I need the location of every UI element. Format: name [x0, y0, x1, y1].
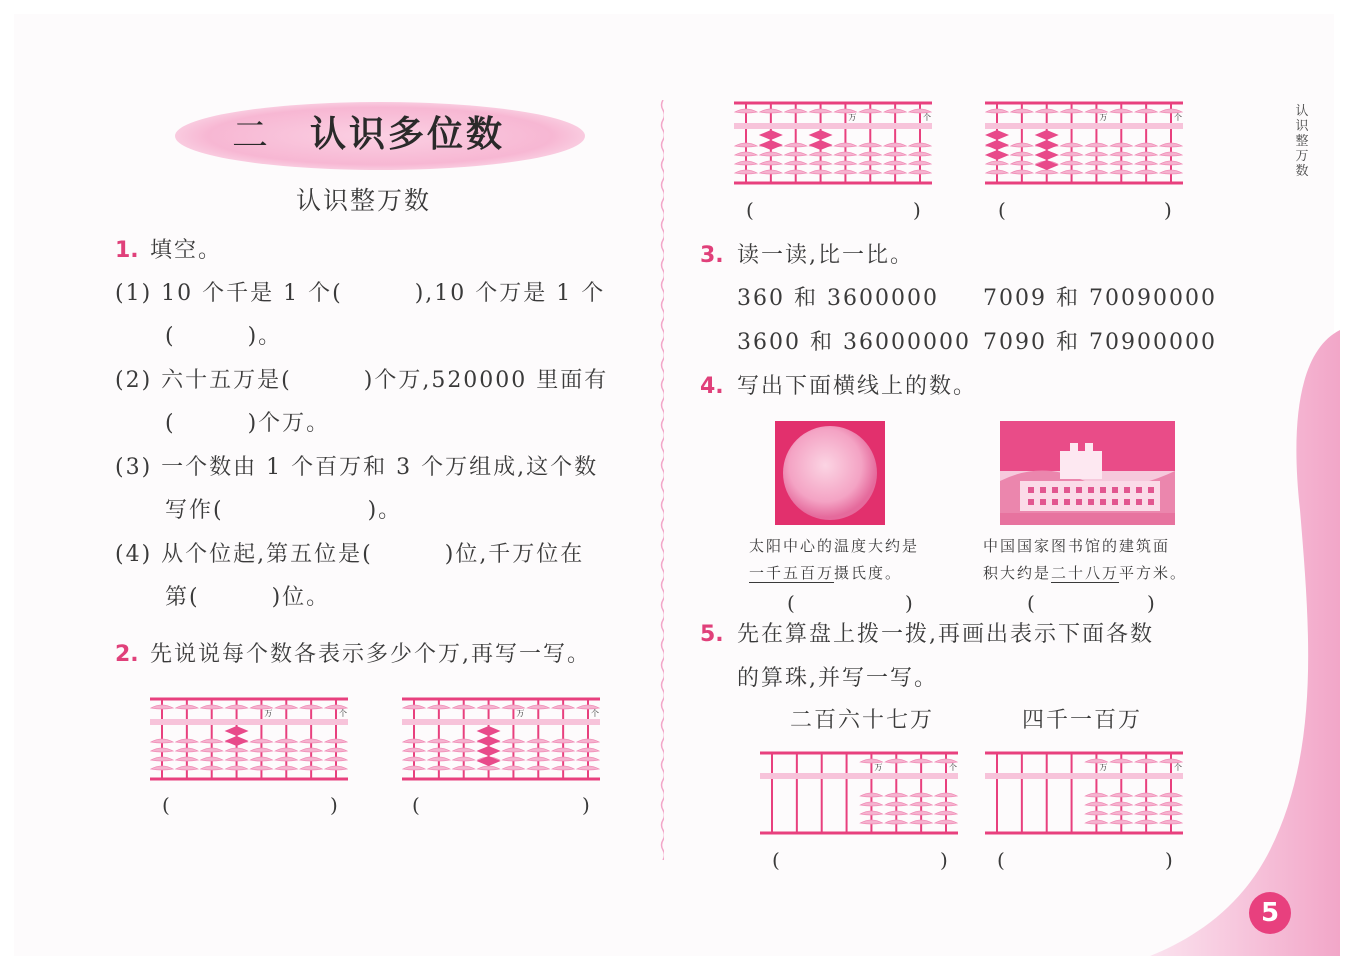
- q5-line-2: 的算珠,并写一写。: [737, 666, 938, 691]
- abacus-bead: [809, 130, 833, 140]
- bead-outline: [325, 766, 347, 770]
- abacus-svg: [150, 696, 348, 782]
- bead-outline: [151, 739, 173, 743]
- answer-paren-right: ): [330, 793, 338, 817]
- bead-outline: [935, 820, 957, 824]
- abacus-bead: [1035, 160, 1059, 170]
- bead-outline: [453, 705, 475, 709]
- q3-pair-1: 360 和 3600000: [737, 286, 939, 311]
- bead-outline: [860, 793, 882, 797]
- bead-outline: [909, 170, 931, 174]
- bead-outline: [860, 811, 882, 815]
- answer-paren-left: (: [1027, 591, 1037, 615]
- bead-outline: [502, 739, 524, 743]
- bead-outline: [527, 757, 549, 761]
- bead-outline: [453, 739, 475, 743]
- chapter-title: 认识多位数: [310, 113, 506, 155]
- bead-outline: [1135, 759, 1157, 763]
- bead-outline: [577, 766, 599, 770]
- bead-outline: [176, 739, 198, 743]
- q5-line-1: 先在算盘上拨一拨,再画出表示下面各数: [737, 622, 1154, 647]
- bead-outline: [1036, 170, 1058, 174]
- bead-outline: [275, 748, 297, 752]
- bead-outline: [1135, 161, 1157, 165]
- bead-outline: [250, 739, 272, 743]
- q3-title: 读一读,比一比。: [737, 243, 914, 268]
- abacus-svg: [985, 750, 1183, 836]
- abacus-label-ge: 个: [591, 709, 599, 718]
- q4-number: 4.: [700, 374, 724, 399]
- abacus-q5-1: [760, 750, 958, 840]
- abacus-bead: [1035, 130, 1059, 140]
- bead-outline: [834, 161, 856, 165]
- chapter-number: 二: [232, 115, 271, 156]
- bead-outline: [834, 143, 856, 147]
- bead-outline: [201, 757, 223, 761]
- bead-outline: [527, 766, 549, 770]
- q1-line-2: ( )。: [165, 324, 283, 349]
- bead-outline: [1085, 793, 1107, 797]
- bead-outline: [909, 143, 931, 147]
- bead-outline: [325, 748, 347, 752]
- abacus-label-ge: 个: [949, 763, 957, 772]
- bead-outline: [885, 802, 907, 806]
- bead-outline: [325, 757, 347, 761]
- library-caption-line-2: [983, 566, 1187, 581]
- bead-outline: [1110, 170, 1132, 174]
- answer-paren-right: ): [940, 848, 948, 872]
- answer-paren-left: (: [997, 848, 1005, 872]
- bead-outline: [910, 759, 932, 763]
- bead-outline: [909, 152, 931, 156]
- q5-label-1: 二百六十七万: [790, 708, 935, 733]
- q1-line-3: (2) 六十五万是( )个万,520000 里面有: [115, 368, 609, 393]
- bead-outline: [885, 811, 907, 815]
- abacus-bead: [985, 150, 1009, 160]
- bead-outline: [226, 766, 248, 770]
- abacus-bead: [759, 140, 783, 150]
- bead-outline: [428, 748, 450, 752]
- bead-outline: [1135, 811, 1157, 815]
- bead-outline: [859, 170, 881, 174]
- bead-outline: [910, 802, 932, 806]
- bead-outline: [884, 170, 906, 174]
- bead-outline: [527, 705, 549, 709]
- bead-outline: [428, 739, 450, 743]
- bead-outline: [176, 705, 198, 709]
- bead-outline: [935, 802, 957, 806]
- abacus-bead: [477, 756, 501, 766]
- abacus-label-wan: 万: [1099, 763, 1108, 772]
- abacus-beam: [150, 719, 348, 725]
- bead-outline: [1011, 109, 1033, 113]
- bead-outline: [986, 170, 1008, 174]
- bead-outline: [1085, 170, 1107, 174]
- bead-outline: [151, 766, 173, 770]
- bead-outline: [1110, 793, 1132, 797]
- bead-outline: [1160, 793, 1182, 797]
- abacus-beam: [402, 719, 600, 725]
- bead-outline: [1110, 152, 1132, 156]
- bead-outline: [1135, 802, 1157, 806]
- bead-outline: [834, 170, 856, 174]
- bead-outline: [552, 705, 574, 709]
- bead-outline: [502, 757, 524, 761]
- abacus-bead: [759, 130, 783, 140]
- bead-outline: [1011, 152, 1033, 156]
- bead-outline: [275, 705, 297, 709]
- bead-outline: [201, 766, 223, 770]
- sidebar-char: 认: [1295, 104, 1309, 119]
- library-caption-line-1: 中国国家图书馆的建筑面: [983, 537, 1171, 555]
- abacus-beam: [985, 123, 1183, 129]
- bead-outline: [300, 739, 322, 743]
- bead-outline: [909, 161, 931, 165]
- bead-outline: [176, 748, 198, 752]
- bead-outline: [577, 739, 599, 743]
- bead-outline: [552, 739, 574, 743]
- answer-paren-left: (: [746, 198, 754, 222]
- bead-outline: [1135, 143, 1157, 147]
- page-divider: [660, 100, 664, 860]
- q1-line-6: 写作( )。: [165, 498, 403, 523]
- abacus-svg: [760, 750, 958, 836]
- bead-outline: [910, 793, 932, 797]
- bead-outline: [986, 109, 1008, 113]
- bead-outline: [226, 705, 248, 709]
- bead-outline: [859, 109, 881, 113]
- page-number: 5: [1260, 898, 1280, 928]
- abacus-beam: [734, 123, 932, 129]
- answer-paren-right: ): [582, 793, 590, 817]
- bead-outline: [935, 811, 957, 815]
- bead-outline: [760, 161, 782, 165]
- bead-outline: [428, 757, 450, 761]
- abacus-label-wan: 万: [874, 763, 883, 772]
- abacus-top-2: [985, 100, 1183, 190]
- bead-outline: [810, 109, 832, 113]
- bead-outline: [885, 820, 907, 824]
- bead-outline: [1160, 802, 1182, 806]
- abacus-top-1: [734, 100, 932, 190]
- bead-outline: [151, 748, 173, 752]
- abacus-bead: [477, 726, 501, 736]
- bead-outline: [735, 143, 757, 147]
- abacus-bead: [477, 746, 501, 756]
- sidebar-section-label: [1292, 104, 1312, 179]
- bead-outline: [884, 161, 906, 165]
- bead-outline: [453, 766, 475, 770]
- bead-outline: [859, 143, 881, 147]
- bead-outline: [1160, 820, 1182, 824]
- bead-outline: [1110, 143, 1132, 147]
- q3-pair-3: 3600 和 36000000: [737, 330, 971, 355]
- bead-outline: [735, 152, 757, 156]
- abacus-svg: [734, 100, 932, 186]
- bead-outline: [860, 802, 882, 806]
- bead-outline: [1160, 161, 1182, 165]
- bead-outline: [577, 748, 599, 752]
- abacus-svg: [985, 100, 1183, 186]
- q1-line-4: ( )个万。: [165, 411, 331, 436]
- bead-outline: [1110, 802, 1132, 806]
- bead-outline: [275, 766, 297, 770]
- bead-outline: [300, 705, 322, 709]
- bead-outline: [250, 748, 272, 752]
- abacus-label-ge: 个: [923, 113, 931, 122]
- bead-outline: [453, 748, 475, 752]
- sidebar-char: 识: [1295, 119, 1309, 134]
- bead-outline: [1061, 109, 1083, 113]
- bead-outline: [884, 152, 906, 156]
- bead-outline: [735, 109, 757, 113]
- abacus-bead: [1035, 150, 1059, 160]
- abacus-bead: [225, 726, 249, 736]
- bead-outline: [403, 705, 425, 709]
- bead-outline: [1085, 161, 1107, 165]
- q1-title: 填空。: [150, 238, 223, 263]
- bead-outline: [552, 766, 574, 770]
- bead-outline: [1160, 152, 1182, 156]
- answer-paren-right: ): [913, 198, 921, 222]
- bead-outline: [884, 143, 906, 147]
- bead-outline: [760, 109, 782, 113]
- bead-outline: [1061, 170, 1083, 174]
- bead-outline: [403, 766, 425, 770]
- bead-outline: [735, 170, 757, 174]
- bead-outline: [1036, 109, 1058, 113]
- bead-outline: [1085, 820, 1107, 824]
- bead-outline: [300, 748, 322, 752]
- answer-paren-right: ): [905, 591, 915, 615]
- bead-outline: [201, 748, 223, 752]
- bead-outline: [527, 739, 549, 743]
- bead-outline: [176, 757, 198, 761]
- bead-outline: [428, 766, 450, 770]
- sidebar-char: 数: [1295, 164, 1309, 179]
- sun-caption-line-1: 太阳中心的温度大约是: [749, 537, 920, 555]
- bead-outline: [1135, 170, 1157, 174]
- bead-outline: [403, 757, 425, 761]
- abacus-q2-1: [150, 696, 348, 786]
- bead-outline: [1135, 109, 1157, 113]
- q1-line-7: (4) 从个位起,第五位是( )位,千万位在: [115, 542, 585, 567]
- bead-outline: [760, 170, 782, 174]
- library-caption-unit: 平方米。: [1119, 564, 1188, 582]
- bead-outline: [325, 739, 347, 743]
- bead-outline: [810, 161, 832, 165]
- bead-outline: [201, 739, 223, 743]
- bead-outline: [552, 748, 574, 752]
- q2-number: 2.: [115, 642, 139, 667]
- answer-paren-right: ): [1164, 198, 1172, 222]
- bead-outline: [859, 152, 881, 156]
- bead-outline: [986, 161, 1008, 165]
- section-title: 认识整万数: [296, 186, 432, 215]
- abacus-beam: [985, 773, 1183, 779]
- bead-outline: [859, 161, 881, 165]
- bead-outline: [1110, 109, 1132, 113]
- bead-outline: [502, 748, 524, 752]
- bead-outline: [201, 705, 223, 709]
- library-caption-prefix: 积大约是: [983, 564, 1052, 582]
- sun-caption-line-2: [749, 566, 902, 581]
- q1-line-1: (1) 10 个千是 1 个( ),10 个万是 1 个: [115, 281, 606, 306]
- abacus-label-ge: 个: [339, 709, 347, 718]
- abacus-bead: [225, 736, 249, 746]
- q1-number: 1.: [115, 238, 139, 263]
- bead-outline: [527, 748, 549, 752]
- bead-outline: [428, 705, 450, 709]
- answer-paren-right: ): [1147, 591, 1157, 615]
- q1-line-8: 第( )位。: [165, 585, 331, 610]
- bead-outline: [1135, 152, 1157, 156]
- bead-outline: [176, 766, 198, 770]
- bead-outline: [785, 170, 807, 174]
- bead-outline: [1011, 161, 1033, 165]
- abacus-svg: [402, 696, 600, 782]
- bead-outline: [1160, 811, 1182, 815]
- abacus-q5-2: [985, 750, 1183, 840]
- sun-photo: [775, 421, 885, 525]
- bead-outline: [275, 757, 297, 761]
- bead-outline: [1110, 811, 1132, 815]
- bead-outline: [1160, 143, 1182, 147]
- abacus-label-ge: 个: [1174, 763, 1182, 772]
- q3-pair-2: 7009 和 70090000: [983, 286, 1217, 311]
- bead-outline: [1061, 161, 1083, 165]
- bead-outline: [453, 757, 475, 761]
- bead-outline: [935, 793, 957, 797]
- library-underlined-number: 二十八万: [1051, 564, 1120, 582]
- abacus-label-wan: 万: [1099, 113, 1108, 122]
- q5-label-2: 四千一百万: [1022, 708, 1143, 733]
- q4-title: 写出下面横线上的数。: [737, 374, 978, 399]
- bead-outline: [577, 757, 599, 761]
- bead-outline: [885, 793, 907, 797]
- bead-outline: [1135, 820, 1157, 824]
- bead-outline: [834, 152, 856, 156]
- bead-outline: [785, 143, 807, 147]
- answer-paren-left: (: [787, 591, 797, 615]
- bead-outline: [1085, 802, 1107, 806]
- bead-outline: [300, 757, 322, 761]
- bead-outline: [226, 748, 248, 752]
- q2-title: 先说说每个数各表示多少个万,再写一写。: [150, 642, 591, 667]
- bead-outline: [403, 748, 425, 752]
- bead-outline: [1061, 152, 1083, 156]
- abacus-label-wan: 万: [848, 113, 857, 122]
- bead-outline: [1011, 143, 1033, 147]
- bead-outline: [226, 757, 248, 761]
- q1-line-5: (3) 一个数由 1 个百万和 3 个万组成,这个数: [115, 455, 599, 480]
- q3-number: 3.: [700, 243, 724, 268]
- abacus-beam: [760, 773, 958, 779]
- bead-outline: [403, 739, 425, 743]
- bead-outline: [250, 766, 272, 770]
- abacus-bead: [985, 130, 1009, 140]
- sun-caption-unit: 摄氏度。: [834, 564, 903, 582]
- bead-outline: [785, 161, 807, 165]
- bead-outline: [1011, 170, 1033, 174]
- bead-outline: [1085, 152, 1107, 156]
- bead-outline: [810, 170, 832, 174]
- library-photo: [1000, 421, 1175, 525]
- abacus-bead: [1035, 140, 1059, 150]
- bead-outline: [1085, 143, 1107, 147]
- bead-outline: [760, 152, 782, 156]
- bead-outline: [885, 759, 907, 763]
- bead-outline: [478, 705, 500, 709]
- sidebar-char: 万: [1295, 149, 1309, 164]
- bead-outline: [785, 152, 807, 156]
- bead-outline: [910, 811, 932, 815]
- q3-pair-4: 7090 和 70900000: [983, 330, 1217, 355]
- abacus-bead: [809, 140, 833, 150]
- bead-outline: [1160, 170, 1182, 174]
- bead-outline: [552, 757, 574, 761]
- sun-underlined-number: 一千五百万: [749, 564, 835, 582]
- pink-wave-decoration: [1150, 330, 1340, 960]
- answer-paren-left: (: [162, 793, 170, 817]
- abacus-bead: [477, 736, 501, 746]
- bead-outline: [1110, 759, 1132, 763]
- bead-outline: [1110, 820, 1132, 824]
- bead-outline: [151, 705, 173, 709]
- bead-outline: [502, 766, 524, 770]
- bead-outline: [1085, 811, 1107, 815]
- bead-outline: [478, 766, 500, 770]
- abacus-q2-2: [402, 696, 600, 786]
- answer-paren-right: ): [1165, 848, 1173, 872]
- bead-outline: [735, 161, 757, 165]
- abacus-label-wan: 万: [264, 709, 273, 718]
- answer-paren-left: (: [998, 198, 1006, 222]
- abacus-label-ge: 个: [1174, 113, 1182, 122]
- page-number-badge: [1249, 892, 1291, 934]
- bead-outline: [860, 820, 882, 824]
- bead-outline: [151, 757, 173, 761]
- q5-number: 5.: [700, 622, 724, 647]
- bead-outline: [1135, 793, 1157, 797]
- abacus-label-wan: 万: [516, 709, 525, 718]
- bead-outline: [300, 766, 322, 770]
- abacus-bead: [985, 140, 1009, 150]
- answer-paren-left: (: [412, 793, 420, 817]
- bead-outline: [1110, 161, 1132, 165]
- sidebar-char: 整: [1295, 134, 1309, 149]
- bead-outline: [785, 109, 807, 113]
- bead-outline: [1061, 143, 1083, 147]
- bead-outline: [884, 109, 906, 113]
- answer-paren-left: (: [772, 848, 780, 872]
- bead-outline: [810, 152, 832, 156]
- bead-outline: [250, 757, 272, 761]
- bead-outline: [275, 739, 297, 743]
- bead-outline: [910, 820, 932, 824]
